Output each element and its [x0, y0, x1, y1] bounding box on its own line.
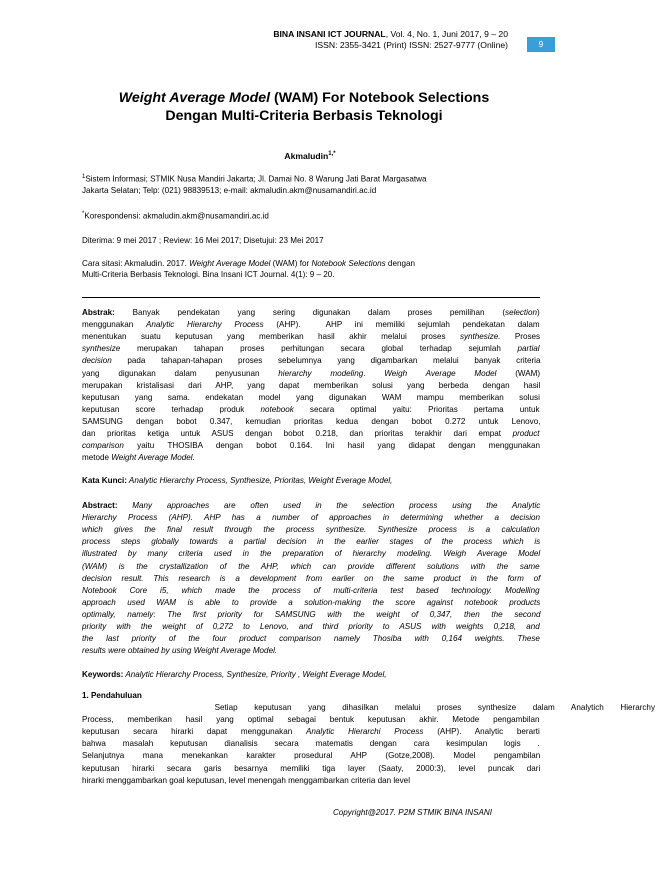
- journal-volume: , Vol. 4, No. 1, Juni 2017, 9 – 20: [385, 29, 508, 39]
- section1-text: keputusan secara hirarki dapat menggunakan: [82, 727, 306, 737]
- abstrak-text: synthesize.: [459, 332, 501, 342]
- abstract-text: decision result. This research is a development from earlier on the same product in the form of: [82, 573, 541, 583]
- abstrak-text: notebook: [260, 404, 294, 414]
- abstrak-line: [82, 404, 540, 416]
- abstract-line: [82, 500, 540, 512]
- citation-a: Cara sitasi: Akmaludin. 2017.: [82, 259, 190, 268]
- section1-line: [82, 763, 540, 775]
- abstrak-line: [82, 452, 540, 464]
- citation-line2: Multi-Criteria Berbasis Teknologi. Bina Insani ICT Journal. 4(1): 9 – 20.: [82, 270, 335, 279]
- abstract-text: optimally, namely: The first priority for SAMSUNG with the weight of 0,347, then the second: [82, 609, 541, 619]
- abstrak-text: keputusan yang sama. endekatan model yang digunakan WAM mampu memberikan solusi: [82, 392, 540, 402]
- section1-line: [82, 714, 540, 726]
- abstrak-text: (WAM): [496, 368, 541, 378]
- title-line2: Dengan Multi-Criteria Berbasis Teknologi: [165, 108, 443, 124]
- paper-title: [60, 89, 548, 125]
- abstract-text: process steps globally towards a partial decision in the earlier stages of the process which is: [82, 537, 541, 547]
- abstract-line: [82, 585, 540, 597]
- abstract-text: Notebook Core i5, which made the process of multi-criteria test based technology. Modelling: [82, 585, 540, 595]
- abstrak-text: dan prioritas ketiga untuk ASUS dengan bobot 0.218, dan prioritas terakhir dari empat: [82, 429, 513, 438]
- journal-name: BINA INSANI ICT JOURNAL: [273, 29, 386, 39]
- abstract-text: illustrated by many criteria used in the preparation of hierarchy modeling. Weigh Average Model: [82, 549, 541, 559]
- abstract-text: which gives the final result through the process synthesize. Synthesize process is a calculation: [82, 525, 540, 535]
- abstrak-text: Banyak pendekatan yang sering digunakan dalam proses pemilihan (: [114, 308, 506, 317]
- abstract-line: [82, 609, 540, 621]
- abstract-text: approach used WAM is able to provide a solution-making the score against notebook products: [82, 597, 541, 607]
- abstrak-text: decision: [82, 356, 112, 366]
- abstract-line: [82, 633, 540, 645]
- abstrak-text: Weight Average Model: [111, 453, 193, 463]
- abstrak-text: Proses: [500, 332, 541, 342]
- abstract-line: [82, 536, 540, 548]
- abstrak-text: menentukan suatu keputusan yang memberikan hasil akhir melalui proses: [82, 332, 460, 342]
- citation: [82, 258, 542, 280]
- abstrak-text: merupakan kristalisasi dari AHP, yang dapat memberikan solusi yang berbeda dengan hasil: [82, 380, 541, 390]
- received-dates: Diterima: 9 mei 2017 ; Review: 16 Mei 2017; Disetujui: 23 Mei 2017: [82, 236, 324, 245]
- abstrak-text: SAMSUNG dengan bobot 0.347, kemudian prioritas kedua dengan bobot 0.272 untuk Lenovo,: [82, 416, 541, 426]
- abstrak-text: ): [536, 308, 540, 317]
- abstract-line: [82, 645, 540, 657]
- abstrak-line: [82, 319, 540, 331]
- section1-line: [82, 775, 540, 787]
- section1-line: [82, 750, 540, 762]
- abstrak-text: pada tahapan-tahapan proses sebelumnya yang digambarkan melalui banyak criteria: [111, 356, 541, 366]
- affiliation: [82, 172, 552, 196]
- title-italic: Weight Average Model: [118, 90, 271, 106]
- abstrak-line: [82, 440, 540, 452]
- journal-header-line1: [273, 29, 508, 40]
- title-line1-rest: (WAM) For Notebook Selections: [270, 90, 490, 106]
- abstract-text: results were obtained by using Weight Average Model.: [82, 646, 278, 656]
- abstrak-text: synthesize: [82, 344, 121, 354]
- abstrak-line: [82, 355, 540, 367]
- section1-heading: 1. Pendahuluan: [82, 691, 142, 700]
- abstrak-text: metode: [82, 453, 112, 463]
- abstrak-text: secara optimal yaitu: Prioritas pertama untuk: [293, 404, 540, 414]
- citation-italic1: Weight Average Model: [189, 259, 271, 268]
- affiliation-sup: 1: [82, 174, 86, 180]
- abstrak-text: Weigh Average Model: [384, 368, 497, 378]
- abstract-line: [82, 512, 540, 524]
- abstrak-line: [82, 368, 540, 380]
- affiliation-line1: Sistem Informasi; STMIK Nusa Mandiri Jakarta; Jl. Damai No. 8 Warung Jati Barat Margasatwa: [85, 174, 427, 184]
- abstrak-line: [82, 331, 540, 343]
- page-number-badge: 9: [527, 37, 555, 52]
- section1-text: Analytic Hierarchi Process: [305, 727, 424, 737]
- abstrak-text: product: [512, 429, 540, 438]
- correspondence-text: Korespondensi: akmaludin.akm@nusamandiri.ac.id: [84, 211, 269, 221]
- header-divider: [82, 297, 540, 298]
- abstract-line: [82, 573, 540, 585]
- abstract-line: [82, 597, 540, 609]
- citation-italic2: Notebook Selections: [311, 259, 386, 268]
- kata-kunci: [82, 475, 540, 487]
- section1-text: Process, memberikan hasil yang optimal sebagai bentuk keputusan akhir. Metode pengambilan: [82, 715, 540, 725]
- section1-line: [82, 738, 540, 750]
- keywords-text: Analytic Hierarchy Process, Synthesize, Priority , Weight Everage Model,: [123, 670, 387, 679]
- abstract-line: [82, 524, 540, 536]
- section1-text: Selanjutnya mana menekankan karakter prosedural AHP (Gotze,2008). Model pengambilan: [82, 751, 541, 761]
- abstract-text: priority with the weight of 0,272 to Lenovo, and third priority to ASUS with weights 0,218, and: [82, 622, 540, 631]
- section1-text: bahwa masalah keputusan dianalisis secara matematis dengan cara kesimpulan logis .: [82, 739, 540, 749]
- correspondence: [82, 209, 269, 222]
- abstrak-label: Abstrak:: [82, 308, 115, 317]
- abstract-text: Hierarchy Process (AHP). AHP has a number of approaches in determining whether a decision: [82, 513, 541, 523]
- abstrak-text: .: [192, 453, 195, 463]
- footer-copyright: Copyright@2017. P2M STMIK BINA INSANI: [332, 808, 492, 817]
- abstrak-line: [82, 307, 540, 319]
- abstrak-text: hierarchy modeling: [278, 368, 364, 378]
- section1-line: [82, 702, 655, 714]
- author-sup: 1,*: [328, 151, 336, 158]
- abstrak-line: [82, 343, 540, 355]
- abstrak-text: selection: [505, 308, 537, 317]
- abstract-line: [82, 548, 540, 560]
- abstrak-text: comparison: [82, 441, 124, 451]
- affiliation-line2: Jakarta Selatan; Telp: (021) 98839513; e-mail: akmaludin.akm@nusamandiri.ac.id: [82, 185, 377, 195]
- abstrak-line: [82, 380, 540, 392]
- citation-c: dengan: [385, 259, 415, 268]
- abstrak-text: yaitu THOSIBA dengan bobot 0.164. Ini hasil yang didapat dengan menggunakan: [123, 441, 540, 451]
- abstrak-text: keputusan score terhadap produk: [82, 404, 261, 414]
- abstrak-text: .: [363, 368, 385, 378]
- citation-b: (WAM) for: [270, 259, 312, 268]
- kata-kunci-label: Kata Kunci:: [82, 476, 127, 485]
- abstrak-line: [82, 428, 540, 440]
- section1-text: (AHP). Analytic berarti: [423, 727, 540, 737]
- abstrak-line: [82, 416, 540, 428]
- abstract-text: (WAM) is the crystallization of the AHP, which can provide different solutions with the same: [82, 561, 540, 571]
- abstrak-text: menggunakan: [82, 320, 147, 330]
- author-name: Akmaludin: [284, 151, 329, 161]
- abstract-label: Abstract:: [82, 501, 118, 510]
- section1-line: [82, 726, 540, 738]
- abstract-line: [82, 561, 540, 573]
- abstrak-text: (AHP). AHP ini memiliki sejumlah pendekatan dalam: [263, 320, 540, 330]
- abstrak-text: partial: [517, 344, 540, 354]
- abstract-line: [82, 621, 540, 633]
- author: [0, 151, 620, 161]
- abstrak-text: merupakan tahapan proses perhitungan secara global terhadap sejumlah: [120, 344, 518, 354]
- section1-text: Setiap keputusan yang dihasilkan melalui proses synthesize dalam Analytich Hierarchy: [82, 703, 655, 712]
- abstract-text: Many approaches are often used in the selection process using the Analytic: [117, 501, 541, 510]
- abstract-text: the last priority of the four product comparison namely Thosiba with 0,164 weights. These: [82, 634, 540, 644]
- abstrak-text: Analytic Hierarchy Process: [146, 320, 264, 330]
- abstrak-line: [82, 392, 540, 404]
- section1-text: hirarki menggambarkan goal keputusan, level menengah menggambarkan criteria dan level: [82, 775, 410, 785]
- kata-kunci-text: Analytic Hierarchy Process, Synthesize, Prioritas, Weight Everage Model,: [126, 476, 393, 485]
- journal-issn: ISSN: 2355-3421 (Print) ISSN: 2527-9777 (Online): [315, 40, 508, 50]
- correspondence-sup: *: [82, 211, 85, 217]
- abstrak-text: yang digunakan dalam penyusunan: [82, 368, 279, 378]
- keywords: [82, 669, 540, 681]
- section1-text: keputusan hirarki secara garis besarnya memiliki tiga layer (Saaty, 2000:3), level puncak dari: [82, 763, 541, 773]
- keywords-label: Keywords:: [82, 670, 124, 679]
